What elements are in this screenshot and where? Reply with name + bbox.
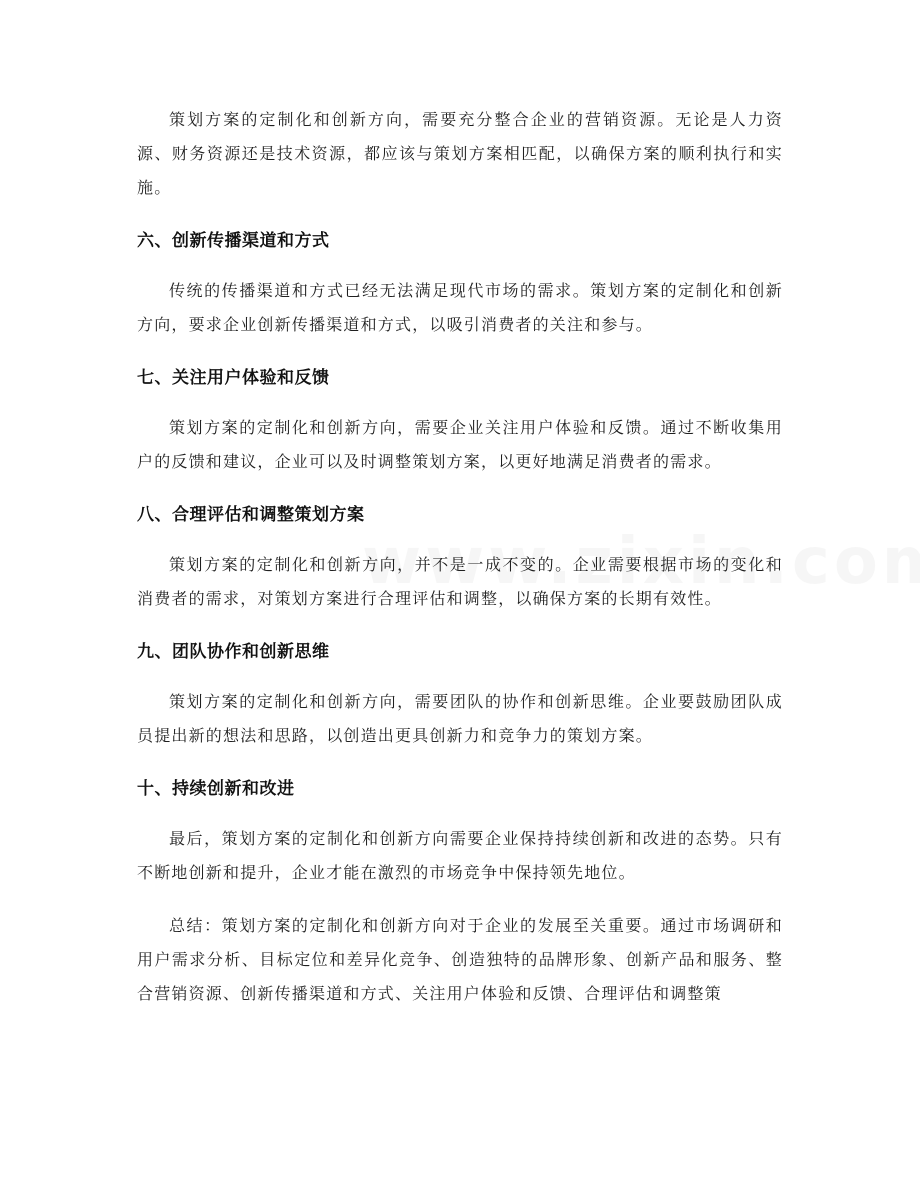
paragraph-section-10: 最后，策划方案的定制化和创新方向需要企业保持持续创新和改进的态势。只有不断地创新和提升，企业才能在激烈的市场竞争中保持领先地位。 [137, 829, 783, 882]
paragraph-summary: 总结：策划方案的定制化和创新方向对于企业的发展至关重要。通过市场调研和用户需求分析、目标定位和差异化竞争、创造独特的品牌形象、创新产品和服务、整合营销资源、创新传播渠道和方式、关注用户体验和反馈、合理评估和调整策 [137, 916, 783, 1003]
paragraph-section-8: 策划方案的定制化和创新方向，并不是一成不变的。企业需要根据市场的变化和消费者的需求，对策划方案进行合理评估和调整，以确保方案的长期有效性。 [137, 555, 783, 608]
paragraph-section-7: 策划方案的定制化和创新方向，需要企业关注用户体验和反馈。通过不断收集用户的反馈和建议，企业可以及时调整策划方案，以更好地满足消费者的需求。 [137, 418, 783, 471]
document-body [137, 103, 783, 1011]
paragraph-resources: 策划方案的定制化和创新方向，需要充分整合企业的营销资源。无论是人力资源、财务资源还是技术资源，都应该与策划方案相匹配，以确保方案的顺利执行和实施。 [137, 110, 783, 197]
heading-section-10: 十、持续创新和改进 [137, 779, 295, 799]
heading-section-7: 七、关注用户体验和反馈 [137, 368, 330, 388]
heading-section-9: 九、团队协作和创新思维 [137, 642, 330, 662]
paragraph-section-6: 传统的传播渠道和方式已经无法满足现代市场的需求。策划方案的定制化和创新方向，要求企业创新传播渠道和方式，以吸引消费者的关注和参与。 [137, 281, 783, 334]
heading-section-8: 八、合理评估和调整策划方案 [137, 505, 365, 525]
paragraph-section-9: 策划方案的定制化和创新方向，需要团队的协作和创新思维。企业要鼓励团队成员提出新的想法和思路，以创造出更具创新力和竞争力的策划方案。 [137, 692, 783, 745]
heading-section-6: 六、创新传播渠道和方式 [137, 231, 330, 251]
